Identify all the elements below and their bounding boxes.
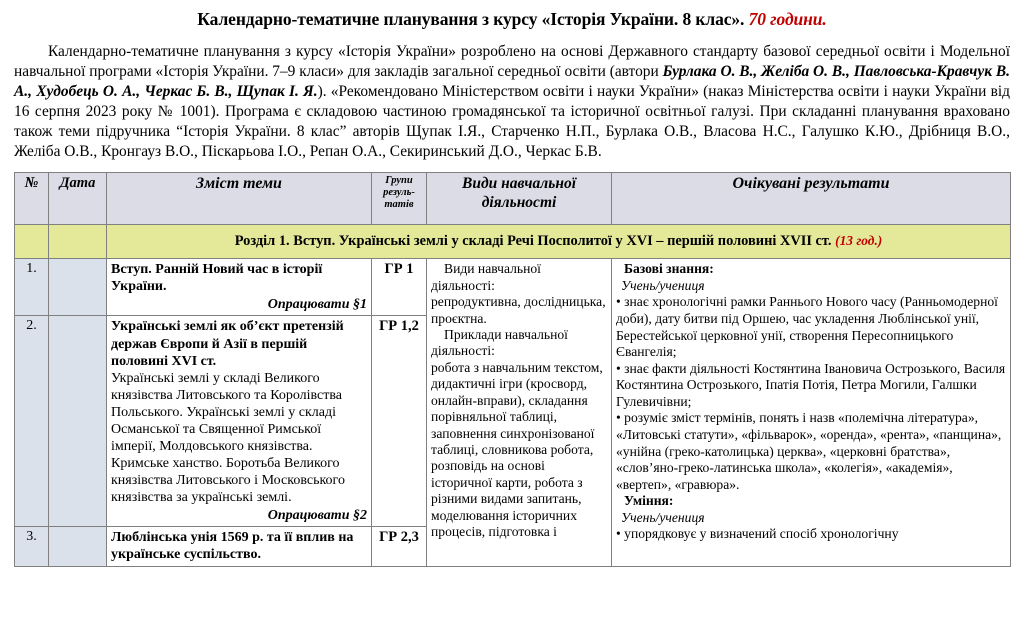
column-header-topic: Зміст теми bbox=[107, 173, 372, 225]
intro-authors: Бурлака О. В., Желіба О. В., Павловська-Кравчук В. А., Худобець О. А., Черкас Б. В., Щупак І. Я. bbox=[14, 63, 1010, 101]
row-topic-2 bbox=[107, 316, 372, 527]
activity-line-2: репродуктивна, дослідницька, проєктна. bbox=[431, 294, 606, 326]
row-topic-assign-2: Опрацювати §2 bbox=[267, 508, 367, 524]
intro-text-part1: Календарно-тематичне планування з курсу «Історія України» розроблено на основі Державного стандарту базової середньої освіти і Модельної навчальної програми «Історія України. 7–9 класи» для закладів загальної середньої освіти (автори bbox=[14, 43, 1010, 81]
row-date-3[interactable] bbox=[49, 527, 107, 566]
row-topic-body-2: Українські землі у складі Великого князівства Литовського та Королівства Польського. Українські землі у складі Османської та Священної Римської імперії, Молдовського князівства. Кримське ханство. Боротьба Великого князівства Литовського і Московського князівства за українські землі. bbox=[111, 370, 345, 506]
intro-paragraph bbox=[14, 42, 1010, 162]
title-main-text: Календарно-тематичне планування з курсу «Історія України. 8 клас». bbox=[197, 9, 745, 29]
row-group-3: ГР 2,3 bbox=[372, 527, 427, 566]
row-topic-3 bbox=[107, 527, 372, 566]
results-heading-knowledge: Базові знання: bbox=[624, 261, 714, 277]
section-title-cell bbox=[107, 225, 1011, 259]
results-bullet-4: • упорядковує у визначений спосіб хронологічну bbox=[616, 526, 899, 542]
section-divider-row bbox=[15, 225, 1011, 259]
calendar-thematic-planning-table bbox=[14, 172, 1011, 566]
activity-cell bbox=[427, 259, 612, 566]
row-number-2: 2. bbox=[15, 316, 49, 527]
row-number-1: 1. bbox=[15, 259, 49, 316]
results-cell bbox=[612, 259, 1011, 566]
activity-line-4: робота з навчальним текстом, дидактичні ігри (кросворд, онлайн-вправи), складання порівняльної таблиці, заповнення синхронізованої таблиці, словникова робота, розповідь на основі історичної карти, робота з різними видами запитань, моделювання історичних процесів, підготовка і bbox=[431, 359, 603, 540]
column-header-number: № bbox=[15, 173, 49, 225]
section-row-num-cell bbox=[15, 225, 49, 259]
section-row-date-cell bbox=[49, 225, 107, 259]
row-group-2: ГР 1,2 bbox=[372, 316, 427, 527]
results-bullet-1: • знає хронологічні рамки Раннього Нового часу (Ранньомодерної доби), дату битви під Оршею, час укладення Люблінської унії, Берестейської церковної унії, створення Пересопницького Євангелія; bbox=[616, 294, 998, 360]
row-topic-lead-2: Українські землі як об’єкт претензій держав Європи й Азії в першій половині XVI ст. bbox=[111, 319, 344, 369]
table-row bbox=[15, 259, 1011, 316]
section-title-text: Розділ 1. Вступ. Українські землі у складі Речі Посполитої у XVI – першій половині XVII ст. bbox=[234, 233, 832, 250]
column-header-results: Очікувані результати bbox=[612, 173, 1011, 225]
results-heading-skills: Уміння: bbox=[624, 493, 674, 509]
section-hours-text: (13 год.) bbox=[835, 233, 883, 249]
row-date-2[interactable] bbox=[49, 316, 107, 527]
row-date-1[interactable] bbox=[49, 259, 107, 316]
document-page bbox=[0, 9, 1024, 642]
row-topic-1 bbox=[107, 259, 372, 316]
table-header-row bbox=[15, 173, 1011, 225]
activity-line-1: Види навчальної діяльності: bbox=[431, 261, 541, 293]
results-bullet-3: • розуміє зміст термінів, понять і назв «полемічна література», «Литовські статути», «фільварок», «оренда», «рента», «панщина», «унійна (греко-католицька) церква», «церковні братства», «слов’яно-греко-латинська школа», «колегія», «академія», «вертеп», «гравюра». bbox=[616, 410, 1002, 492]
row-topic-lead-1: Вступ. Ранній Новий час в історії України. bbox=[111, 262, 323, 295]
results-subject-1: Учень/учениця bbox=[621, 277, 705, 293]
results-subject-2: Учень/учениця bbox=[621, 509, 705, 525]
row-topic-assign-1: Опрацювати §1 bbox=[267, 297, 367, 313]
column-header-date: Дата bbox=[49, 173, 107, 225]
row-group-1: ГР 1 bbox=[372, 259, 427, 316]
activity-line-3: Приклади навчальної діяльності: bbox=[431, 326, 568, 359]
results-bullet-2: • знає факти діяльності Костянтина Івановича Острозького, Василя Костянтина Острозького, Іпатія Потія, Петра Могили, Галшки Гулевичівни; bbox=[616, 360, 1006, 409]
column-header-activity: Види навчальної діяльності bbox=[427, 173, 612, 225]
row-topic-lead-3: Люблінська унія 1569 р. та її вплив на українське суспільство. bbox=[111, 530, 354, 563]
row-number-3: 3. bbox=[15, 527, 49, 566]
title-hours-text: 70 години. bbox=[748, 9, 827, 29]
column-header-group: Групи резуль-татів bbox=[372, 173, 427, 225]
intro-text-part2: ). «Рекомендовано Міністерством освіти і науки України» (наказ Міністерства освіти і науки України від 16 серпня 2023 року № 1001). Програма є складовою частиною громадянської та історичної освітньої галузі. При складанні планування враховано також теми підручника “Історія України. 8 клас” авторів Щупак І.Я., Старченко Н.П., Бурлака О.В., Власова Н.С., Галушко К.Ю., Дрібниця В.О., Желіба О.В., Кронгауз В.О., Піскарьова І.О., Репан О.А., Секиринський Д.О., Черкас Б.В. bbox=[14, 83, 1010, 161]
page-title bbox=[14, 9, 1010, 29]
